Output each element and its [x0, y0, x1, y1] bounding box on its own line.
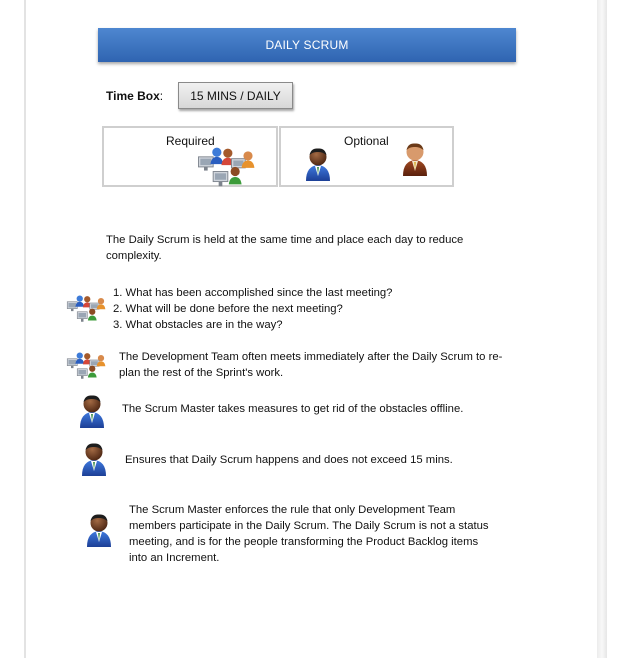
timebox-label-text: Time Box — [106, 89, 160, 103]
list-item: 1. What has been accomplished since the last meeting? — [113, 287, 393, 299]
intro-text: The Daily Scrum is held at the same time and place each day to reduce complexity. — [106, 234, 464, 262]
team-at-computers-icon — [192, 144, 260, 188]
scrum-master-icon — [84, 512, 114, 548]
optional-label: Optional — [344, 134, 389, 148]
list-item: 3. What obstacles are in the way? — [113, 319, 283, 331]
scrum-master-note-2: Ensures that Daily Scrum happens and does not exceed 15 mins. — [125, 454, 453, 466]
timebox-label-colon: : — [159, 89, 164, 103]
daily-scrum-questions — [113, 285, 392, 333]
required-label: Required — [166, 134, 215, 148]
page-border-right — [597, 0, 607, 658]
timebox-value-button[interactable]: 15 MINS / DAILY — [178, 82, 293, 109]
team-at-computers-icon — [65, 293, 107, 323]
scrum-master-icon — [79, 441, 109, 477]
team-at-computers-icon — [65, 350, 107, 380]
scrum-master-note-1: The Scrum Master takes measures to get rid of the obstacles offline. — [122, 403, 464, 415]
scrum-master-note-3: The Scrum Master enforces the rule that only Development Team members participate in the Daily Scrum. The Daily Scrum is not a status meeting, and is for the people transforming the Product Backlog items into an Increment. — [129, 504, 489, 564]
scrum-master-icon — [77, 393, 107, 429]
list-item: 2. What will be done before the next meeting? — [113, 303, 343, 315]
team-note-text: The Development Team often meets immediately after the Daily Scrum to re-plan the rest of the Sprint's work. — [119, 351, 503, 379]
timebox-label — [106, 89, 163, 103]
page-border-left — [24, 0, 26, 658]
scrum-master-icon — [303, 146, 333, 182]
required-roles-box — [102, 126, 278, 187]
optional-roles-box — [279, 126, 454, 187]
page-title: DAILY SCRUM — [98, 28, 516, 62]
product-owner-icon — [400, 141, 430, 177]
